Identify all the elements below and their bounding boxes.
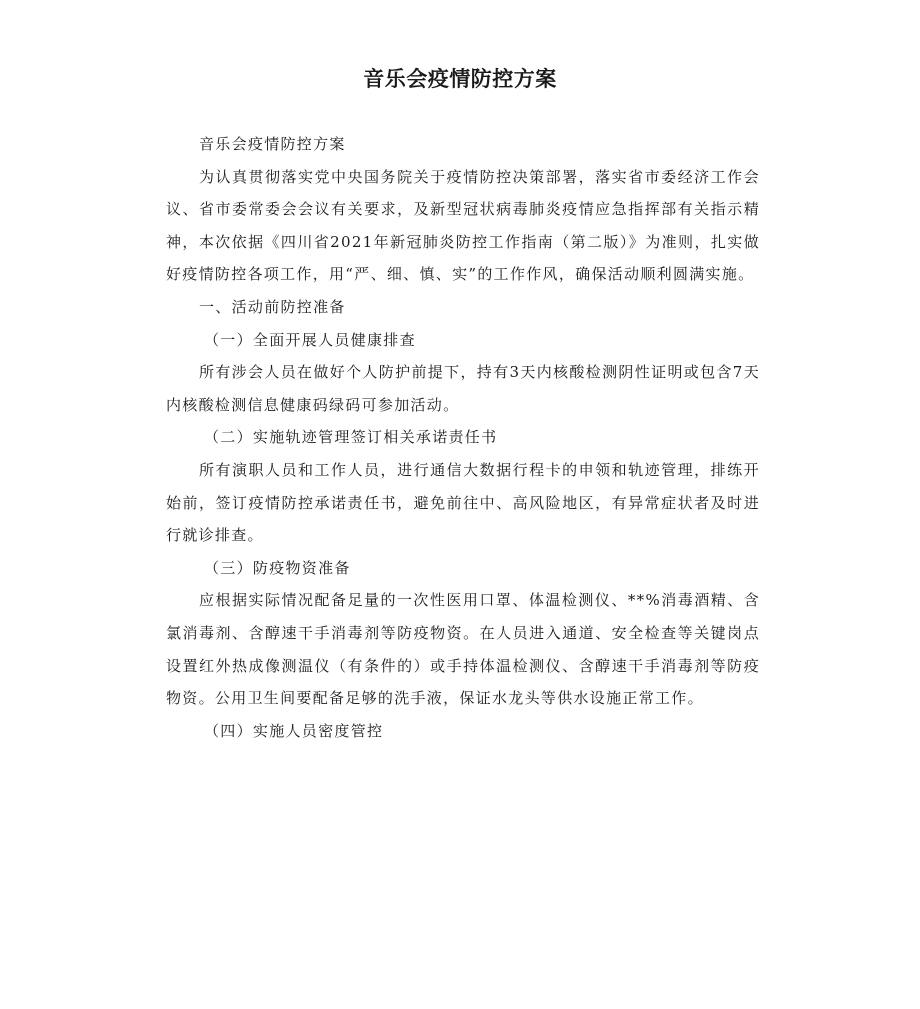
subsection-heading-4: （四）实施人员密度管控 [204,721,384,740]
paragraph-heading-repeat: 音乐会疫情防控方案 [199,135,346,153]
subsection-heading-3: （三）防疫物资准备 [204,558,351,577]
paragraph-track-management: 所有演职人员和工作人员，进行通信大数据行程卡的申领和轨迹管理，排练开始前，签订疫情防控承诺责任书，避免前往中、高风险地区，有异常症状者及时进行就诊排查。 [166,460,760,545]
paragraph-supplies: 应根据实际情况配备足量的一次性医用口罩、体温检测仪、**%消毒酒精、含氯消毒剂、含醇速干手消毒剂等防疫物资。在人员进入通道、安全检查等关键岗点设置红外热成像测温仪（有条件的）或手持体温检测仪、含醇速干手消毒剂等防疫物资。公用卫生间要配备足够的洗手液，保证水龙头等供水设施正常工作。 [166,591,760,708]
document-body [166,128,760,747]
section-heading-1: 一、活动前防控准备 [199,297,346,316]
paragraph-intro: 为认真贯彻落实党中央国务院关于疫情防控决策部署，落实省市委经济工作会议、省市委常委会会议有关要求，及新型冠状病毒肺炎疫情应急指挥部有关指示精神，本次依据《四川省2021年新冠肺炎防控工作指南（第二版）》为准则，扎实做好疫情防控各项工作，用“严、细、慎、实”的工作作风，确保活动顺利圆满实施。 [166,167,760,284]
paragraph-health-screening: 所有涉会人员在做好个人防护前提下，持有3天内核酸检测阴性证明或包含7天内核酸检测信息健康码绿码可参加活动。 [166,363,760,414]
subsection-heading-1: （一）全面开展人员健康排查 [204,330,416,349]
subsection-heading-2: （二）实施轨迹管理签订相关承诺责任书 [204,428,498,447]
document-title: 音乐会疫情防控方案 [363,67,557,91]
